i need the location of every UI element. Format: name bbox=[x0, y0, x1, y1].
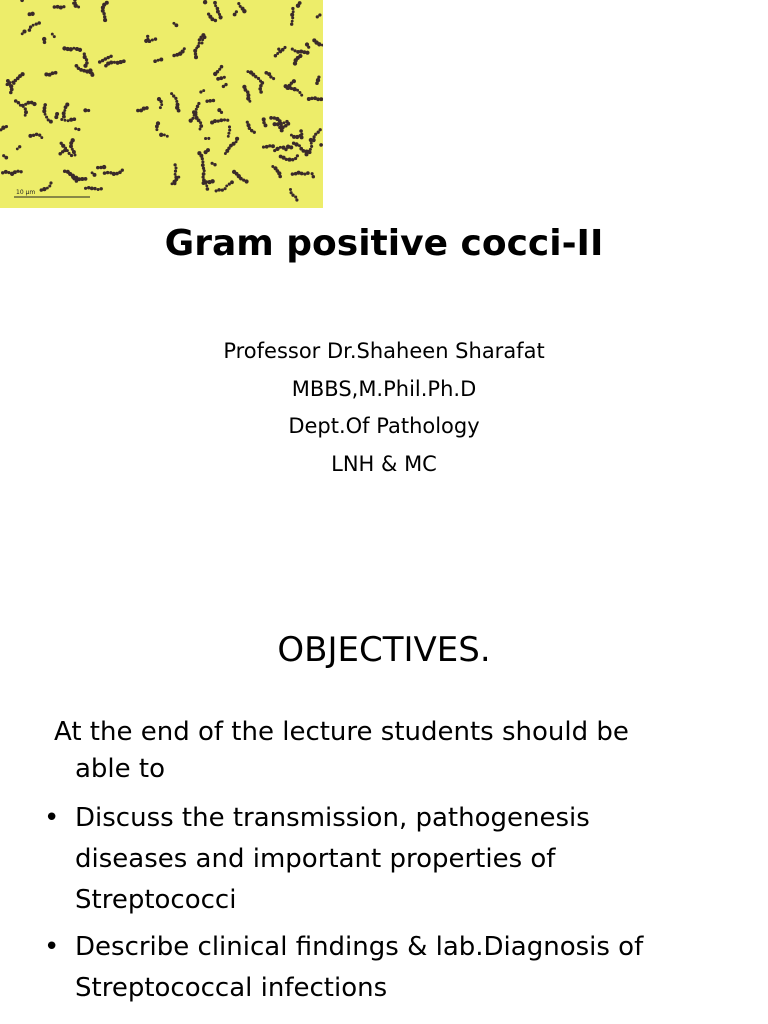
coccus-cell bbox=[99, 187, 102, 190]
coccus-cell bbox=[247, 123, 251, 127]
coccus-cell bbox=[300, 172, 304, 176]
coccus-cell bbox=[287, 158, 291, 162]
coccus-cell bbox=[170, 92, 173, 95]
coccus-cell bbox=[10, 172, 14, 176]
coccus-cell bbox=[28, 134, 32, 138]
coccus-cell bbox=[205, 100, 208, 103]
coccus-cell bbox=[248, 100, 251, 103]
coccus-cell bbox=[269, 75, 272, 78]
coccus-cell bbox=[226, 119, 229, 122]
coccus-cell bbox=[174, 173, 177, 176]
bullet-dot: • bbox=[44, 932, 60, 962]
coccus-cell bbox=[195, 47, 198, 50]
coccus-cell bbox=[278, 175, 282, 179]
coccus-cell bbox=[265, 145, 269, 149]
coccus-cell bbox=[217, 119, 220, 122]
coccus-cell bbox=[53, 5, 57, 9]
coccus-cell bbox=[69, 144, 73, 148]
coccus-cell bbox=[291, 7, 294, 10]
coccus-cell bbox=[298, 144, 301, 147]
coccus-cell bbox=[18, 145, 21, 148]
coccus-cell bbox=[313, 135, 316, 138]
coccus-cell bbox=[296, 154, 299, 157]
micrograph-canvas bbox=[0, 0, 323, 208]
coccus-cell bbox=[174, 97, 177, 100]
coccus-cell bbox=[262, 146, 265, 149]
coccus-cell bbox=[294, 195, 297, 198]
coccus-cell bbox=[24, 110, 28, 114]
coccus-cell bbox=[298, 54, 302, 58]
coccus-cell bbox=[249, 70, 253, 74]
coccus-cell bbox=[4, 170, 8, 174]
coccus-cell bbox=[291, 20, 294, 23]
coccus-cell bbox=[194, 55, 198, 59]
coccus-cell bbox=[201, 157, 204, 160]
objectives-heading: OBJECTIVES. bbox=[277, 630, 491, 670]
coccus-cell bbox=[109, 55, 112, 58]
coccus-cell bbox=[109, 171, 112, 174]
coccus-cell bbox=[43, 41, 47, 45]
coccus-cell bbox=[63, 148, 67, 152]
coccus-cell bbox=[49, 181, 52, 184]
coccus-cell bbox=[60, 118, 63, 121]
coccus-cell bbox=[194, 111, 198, 115]
coccus-cell bbox=[63, 169, 67, 173]
coccus-cell bbox=[40, 136, 43, 139]
coccus-cell bbox=[214, 19, 217, 22]
coccus-cell bbox=[286, 122, 290, 126]
coccus-cell bbox=[177, 109, 181, 113]
coccus-cell bbox=[291, 158, 294, 161]
coccus-cell bbox=[8, 81, 11, 84]
coccus-cell bbox=[217, 188, 221, 192]
coccus-cell bbox=[45, 116, 48, 119]
author-degrees: MBBS,M.Phil.Ph.D bbox=[291, 376, 477, 401]
coccus-cell bbox=[160, 103, 163, 106]
coccus-cell bbox=[69, 118, 73, 122]
coccus-cell bbox=[227, 135, 230, 138]
coccus-cell bbox=[216, 77, 220, 81]
coccus-cell bbox=[27, 101, 31, 105]
coccus-cell bbox=[62, 5, 65, 8]
coccus-cell bbox=[64, 105, 68, 109]
coccus-cell bbox=[1, 171, 4, 174]
coccus-cell bbox=[205, 184, 208, 187]
objective-line: Describe clinical findings & lab.Diagnosis of bbox=[75, 932, 644, 962]
coccus-cell bbox=[93, 187, 96, 190]
coccus-cell bbox=[70, 154, 73, 157]
coccus-cell bbox=[235, 10, 238, 13]
coccus-cell bbox=[103, 18, 107, 22]
coccus-cell bbox=[172, 54, 176, 58]
coccus-cell bbox=[259, 84, 263, 88]
coccus-cell bbox=[64, 119, 67, 122]
coccus-cell bbox=[87, 109, 90, 112]
coccus-cell bbox=[78, 48, 82, 52]
coccus-cell bbox=[106, 56, 109, 59]
coccus-cell bbox=[219, 76, 223, 80]
coccus-cell bbox=[227, 132, 230, 135]
coccus-cell bbox=[91, 171, 94, 174]
coccus-cell bbox=[216, 7, 220, 11]
coccus-cell bbox=[62, 115, 66, 119]
coccus-cell bbox=[59, 5, 63, 9]
coccus-cell bbox=[174, 166, 177, 169]
coccus-cell bbox=[316, 15, 319, 18]
coccus-cell bbox=[221, 188, 224, 191]
coccus-cell bbox=[232, 170, 236, 174]
author-department: Dept.Of Pathology bbox=[288, 414, 480, 438]
coccus-cell bbox=[159, 133, 163, 137]
gram-stain-micrograph bbox=[0, 0, 323, 208]
coccus-cell bbox=[294, 142, 298, 146]
coccus-cell bbox=[85, 58, 88, 61]
coccus-cell bbox=[194, 52, 197, 55]
objectives-list bbox=[0, 798, 768, 1015]
coccus-cell bbox=[289, 145, 293, 149]
coccus-cell bbox=[6, 83, 9, 86]
coccus-cell bbox=[235, 137, 239, 141]
coccus-cell bbox=[16, 147, 19, 150]
author-block bbox=[0, 333, 768, 483]
coccus-cell bbox=[246, 90, 250, 94]
coccus-cell bbox=[175, 100, 178, 103]
coccus-cell bbox=[306, 171, 310, 175]
coccus-cell bbox=[271, 144, 275, 148]
objective-line: Discuss the transmission, pathogenesis bbox=[75, 803, 590, 833]
coccus-cell bbox=[198, 42, 201, 45]
coccus-cell bbox=[284, 148, 287, 151]
coccus-cell bbox=[38, 134, 41, 137]
coccus-cell bbox=[28, 12, 32, 16]
coccus-cell bbox=[44, 72, 48, 76]
coccus-cell bbox=[291, 48, 294, 51]
coccus-cell bbox=[311, 172, 314, 175]
coccus-cell bbox=[312, 175, 315, 178]
coccus-cell bbox=[246, 70, 249, 73]
coccus-cell bbox=[291, 16, 294, 19]
coccus-cell bbox=[317, 75, 320, 78]
coccus-cell bbox=[212, 99, 216, 103]
coccus-cell bbox=[298, 91, 301, 94]
coccus-cell bbox=[193, 114, 196, 117]
coccus-cell bbox=[32, 134, 35, 137]
coccus-cell bbox=[37, 21, 41, 25]
coccus-cell bbox=[272, 77, 275, 80]
coccus-cell bbox=[215, 189, 218, 192]
coccus-cell bbox=[273, 116, 277, 120]
coccus-cell bbox=[307, 46, 310, 49]
coccus-cell bbox=[269, 116, 273, 120]
coccus-cell bbox=[87, 186, 90, 189]
coccus-cell bbox=[310, 142, 313, 145]
coccus-cell bbox=[262, 117, 266, 121]
coccus-cell bbox=[166, 135, 169, 138]
coccus-cell bbox=[310, 97, 314, 101]
slide-title: Gram positive cocci-II bbox=[164, 223, 604, 264]
coccus-cell bbox=[199, 121, 202, 124]
coccus-cell bbox=[274, 54, 277, 57]
coccus-cell bbox=[223, 118, 226, 121]
objective-line: Streptococcal infections bbox=[75, 973, 388, 1003]
coccus-cell bbox=[35, 22, 38, 25]
coccus-cell bbox=[54, 115, 58, 119]
coccus-cell bbox=[97, 188, 100, 191]
coccus-cell bbox=[289, 188, 292, 191]
coccus-cell bbox=[293, 49, 296, 52]
coccus-cell bbox=[317, 42, 321, 46]
coccus-cell bbox=[5, 125, 8, 128]
coccus-cell bbox=[310, 145, 313, 148]
coccus-cell bbox=[218, 68, 221, 71]
coccus-cell bbox=[32, 102, 36, 106]
coccus-cell bbox=[84, 187, 87, 190]
objective-item bbox=[0, 927, 745, 1009]
coccus-cell bbox=[202, 181, 206, 185]
coccus-cell bbox=[48, 184, 51, 187]
coccus-cell bbox=[40, 188, 43, 191]
coccus-cell bbox=[201, 175, 204, 178]
coccus-cell bbox=[205, 180, 208, 183]
coccus-cell bbox=[292, 87, 296, 91]
coccus-cell bbox=[77, 6, 80, 9]
coccus-cell bbox=[157, 59, 160, 62]
coccus-cell bbox=[259, 90, 263, 94]
coccus-cell bbox=[54, 71, 58, 75]
bullet-dot: • bbox=[44, 803, 60, 833]
coccus-cell bbox=[279, 50, 282, 53]
coccus-cell bbox=[155, 128, 158, 131]
coccus-cell bbox=[291, 172, 294, 175]
coccus-cell bbox=[90, 72, 93, 75]
coccus-cell bbox=[279, 146, 282, 149]
coccus-cell bbox=[29, 25, 32, 28]
coccus-cell bbox=[228, 183, 231, 186]
coccus-cell bbox=[154, 37, 157, 40]
coccus-cell bbox=[102, 165, 106, 169]
coccus-cell bbox=[214, 4, 217, 7]
coccus-cell bbox=[32, 24, 35, 27]
coccus-cell bbox=[83, 64, 87, 68]
coccus-cell bbox=[314, 133, 317, 136]
coccus-cell bbox=[102, 12, 105, 15]
coccus-cell bbox=[300, 147, 303, 150]
coccus-cell bbox=[72, 150, 76, 154]
coccus-cell bbox=[292, 10, 295, 13]
coccus-cell bbox=[222, 85, 225, 88]
coccus-cell bbox=[122, 59, 126, 63]
coccus-cell bbox=[213, 72, 217, 76]
coccus-cell bbox=[51, 33, 54, 36]
coccus-cell bbox=[74, 154, 77, 157]
coccus-cell bbox=[213, 163, 216, 166]
coccus-cell bbox=[199, 128, 202, 131]
coccus-cell bbox=[151, 38, 154, 41]
coccus-cell bbox=[295, 198, 298, 201]
coccus-cell bbox=[291, 194, 294, 197]
objective-item bbox=[0, 798, 745, 921]
coccus-cell bbox=[283, 121, 286, 124]
coccus-cell bbox=[200, 41, 203, 44]
coccus-cell bbox=[219, 15, 223, 19]
coccus-cell bbox=[257, 77, 260, 80]
coccus-cell bbox=[246, 121, 249, 124]
coccus-cell bbox=[300, 135, 304, 139]
coccus-cell bbox=[220, 111, 223, 114]
coccus-cell bbox=[277, 47, 280, 50]
coccus-cell bbox=[83, 108, 87, 112]
coccus-cell bbox=[224, 187, 227, 190]
coccus-cell bbox=[286, 86, 289, 89]
coccus-cell bbox=[237, 2, 240, 5]
coccus-cell bbox=[197, 151, 201, 155]
coccus-cell bbox=[63, 109, 66, 112]
coccus-cell bbox=[163, 133, 166, 136]
coccus-cell bbox=[106, 171, 109, 174]
objective-line: Streptococci bbox=[75, 885, 237, 915]
coccus-cell bbox=[299, 129, 303, 133]
coccus-cell bbox=[211, 162, 214, 165]
scale-label: 10 µm bbox=[16, 189, 36, 196]
coccus-cell bbox=[19, 170, 22, 173]
coccus-cell bbox=[219, 118, 223, 122]
coccus-cell bbox=[202, 172, 206, 176]
coccus-cell bbox=[68, 152, 71, 155]
coccus-cell bbox=[7, 171, 10, 174]
coccus-cell bbox=[311, 138, 315, 142]
coccus-cell bbox=[296, 3, 300, 7]
coccus-cell bbox=[44, 113, 47, 116]
coccus-cell bbox=[242, 9, 246, 13]
coccus-cell bbox=[172, 22, 175, 25]
coccus-cell bbox=[197, 102, 200, 105]
coccus-cell bbox=[203, 169, 206, 172]
coccus-cell bbox=[43, 103, 47, 107]
coccus-cell bbox=[199, 124, 203, 128]
coccus-cell bbox=[24, 107, 27, 110]
coccus-cell bbox=[42, 109, 46, 113]
coccus-cell bbox=[213, 119, 217, 123]
coccus-cell bbox=[109, 60, 113, 64]
coccus-cell bbox=[53, 35, 56, 38]
coccus-cell bbox=[216, 10, 220, 14]
author-institution: LNH & MC bbox=[331, 451, 437, 476]
coccus-cell bbox=[4, 156, 8, 160]
coccus-cell bbox=[136, 109, 140, 113]
coccus-cell bbox=[206, 187, 210, 191]
coccus-cell bbox=[146, 35, 149, 38]
coccus-cell bbox=[202, 89, 205, 92]
coccus-cell bbox=[173, 163, 176, 166]
coccus-cell bbox=[204, 150, 208, 154]
coccus-cell bbox=[17, 101, 20, 104]
coccus-cell bbox=[294, 157, 297, 160]
coccus-cell bbox=[90, 187, 94, 191]
coccus-cell bbox=[196, 105, 200, 109]
coccus-cell bbox=[103, 171, 107, 175]
coccus-cell bbox=[223, 76, 226, 79]
coccus-cell bbox=[67, 119, 70, 122]
coccus-cell bbox=[159, 106, 162, 109]
coccus-cell bbox=[24, 114, 27, 117]
coccus-cell bbox=[300, 133, 303, 136]
coccus-cell bbox=[77, 128, 80, 131]
coccus-cell bbox=[113, 61, 116, 64]
coccus-cell bbox=[49, 120, 53, 124]
coccus-cell bbox=[316, 78, 320, 82]
coccus-cell bbox=[303, 173, 306, 176]
coccus-cell bbox=[207, 137, 210, 140]
coccus-cell bbox=[300, 94, 303, 97]
coccus-cell bbox=[276, 52, 279, 55]
coccus-cell bbox=[290, 23, 293, 26]
coccus-cell bbox=[290, 13, 294, 17]
coccus-cell bbox=[159, 58, 163, 62]
coccus-cell bbox=[208, 99, 212, 103]
coccus-cell bbox=[201, 33, 205, 37]
coccus-cell bbox=[21, 104, 24, 107]
coccus-cell bbox=[35, 133, 38, 136]
coccus-cell bbox=[258, 87, 262, 91]
coccus-cell bbox=[16, 170, 19, 173]
coccus-cell bbox=[69, 47, 73, 51]
coccus-cell bbox=[159, 100, 162, 103]
coccus-cell bbox=[74, 127, 77, 130]
coccus-cell bbox=[225, 184, 228, 187]
coccus-cell bbox=[228, 129, 231, 132]
coccus-cell bbox=[199, 90, 202, 93]
coccus-cell bbox=[201, 163, 205, 167]
intro-line-2: able to bbox=[75, 754, 166, 784]
coccus-cell bbox=[195, 108, 198, 111]
coccus-cell bbox=[96, 166, 100, 170]
coccus-cell bbox=[153, 59, 157, 63]
coccus-cell bbox=[307, 97, 311, 101]
coccus-cell bbox=[299, 50, 303, 54]
coccus-cell bbox=[304, 152, 308, 156]
coccus-cell bbox=[21, 32, 24, 35]
coccus-cell bbox=[201, 160, 204, 163]
coccus-cell bbox=[175, 53, 179, 57]
coccus-cell bbox=[213, 1, 217, 5]
coccus-cell bbox=[139, 108, 143, 112]
coccus-cell bbox=[12, 82, 15, 85]
coccus-cell bbox=[204, 137, 207, 140]
coccus-cell bbox=[155, 124, 159, 128]
objectives-intro bbox=[54, 714, 754, 788]
coccus-cell bbox=[177, 176, 180, 179]
coccus-cell bbox=[268, 144, 271, 147]
coccus-cell bbox=[72, 47, 75, 50]
coccus-cell bbox=[319, 143, 323, 147]
coccus-cell bbox=[144, 39, 148, 43]
coccus-cell bbox=[203, 0, 207, 4]
coccus-cell bbox=[305, 51, 309, 55]
objective-line: diseases and important properties of bbox=[75, 844, 556, 874]
coccus-cell bbox=[318, 13, 321, 16]
coccus-cell bbox=[28, 28, 32, 32]
intro-line-1: At the end of the lecture students should be bbox=[54, 717, 629, 747]
coccus-cell bbox=[189, 118, 193, 122]
coccus-cell bbox=[174, 170, 177, 173]
coccus-cell bbox=[228, 125, 231, 128]
author-name: Professor Dr.Shaheen Sharafat bbox=[223, 339, 545, 363]
